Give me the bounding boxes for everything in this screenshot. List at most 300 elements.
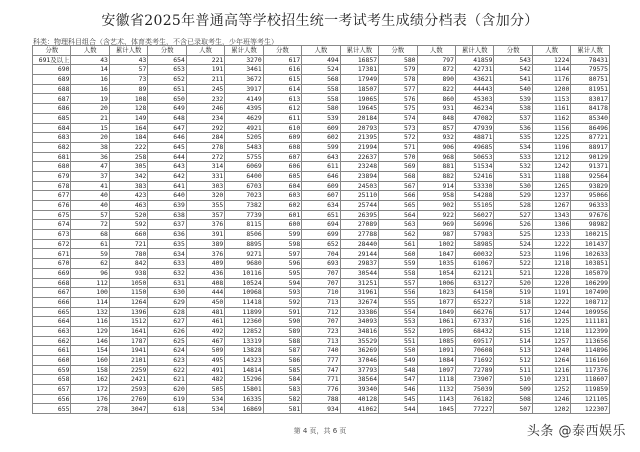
table-row	[33, 152, 610, 162]
table-cell: 555	[379, 297, 417, 307]
table-cell: 640	[148, 191, 186, 201]
table-cell: 47082	[455, 113, 493, 123]
table-cell: 1035	[417, 259, 455, 269]
table-cell: 533	[494, 152, 532, 162]
table-cell: 444	[186, 288, 224, 298]
table-cell: 563	[379, 220, 417, 230]
table-cell: 556	[379, 288, 417, 298]
table-cell: 643	[302, 152, 340, 162]
table-cell: 27089	[340, 220, 378, 230]
table-cell: 629	[148, 297, 186, 307]
table-cell: 562	[379, 230, 417, 240]
table-row	[33, 230, 610, 240]
table-cell: 103851	[571, 259, 610, 269]
table-cell: 54288	[455, 191, 493, 201]
table-cell: 585	[263, 365, 301, 375]
table-cell: 688	[33, 84, 71, 94]
table-cell: 529	[494, 191, 532, 201]
table-row	[33, 171, 610, 181]
table-cell: 27788	[340, 230, 378, 240]
table-cell: 16857	[340, 55, 378, 65]
table-cell: 48871	[455, 133, 493, 143]
table-cell: 101437	[571, 239, 610, 249]
table-cell: 525	[494, 230, 532, 240]
table-cell: 568	[302, 75, 340, 85]
table-cell: 567	[379, 181, 417, 191]
table-cell: 1191	[532, 288, 570, 298]
table-cell: 1224	[532, 55, 570, 65]
column-header: 累计人数	[571, 46, 610, 56]
table-cell: 162	[71, 375, 109, 385]
table-cell: 882	[417, 171, 455, 181]
table-row	[33, 55, 610, 65]
table-cell: 1216	[532, 365, 570, 375]
table-cell: 620	[148, 385, 186, 395]
table-cell: 1196	[532, 142, 570, 152]
table-cell: 96333	[571, 201, 610, 211]
table-cell: 582	[263, 394, 301, 404]
table-cell: 40	[71, 191, 109, 201]
table-cell: 580	[379, 55, 417, 65]
table-cell: 626	[148, 326, 186, 336]
table-cell: 663	[33, 326, 71, 336]
table-cell: 88917	[571, 142, 610, 152]
table-cell: 355	[186, 201, 224, 211]
table-row	[33, 404, 610, 414]
table-cell: 694	[302, 220, 340, 230]
table-cell: 2259	[109, 365, 147, 375]
table-cell: 551	[379, 336, 417, 346]
table-cell: 357	[186, 210, 224, 220]
table-cell: 58985	[455, 239, 493, 249]
table-cell: 547	[379, 375, 417, 385]
table-cell: 70608	[455, 346, 493, 356]
table-cell: 11418	[225, 297, 263, 307]
table-cell: 536	[494, 123, 532, 133]
table-cell: 5483	[225, 142, 263, 152]
table-cell: 631	[148, 278, 186, 288]
table-cell: 544	[379, 404, 417, 414]
table-cell: 860	[417, 94, 455, 104]
table-cell: 100215	[571, 230, 610, 240]
table-cell: 653	[148, 65, 186, 75]
table-cell: 376	[186, 220, 224, 230]
table-cell: 546	[379, 385, 417, 395]
table-cell: 1512	[109, 317, 147, 327]
table-cell: 771	[302, 375, 340, 385]
table-cell: 662	[33, 336, 71, 346]
table-cell: 598	[263, 239, 301, 249]
table-row	[33, 259, 610, 269]
table-cell: 1049	[417, 307, 455, 317]
table-cell: 624	[148, 346, 186, 356]
table-row	[33, 94, 610, 104]
table-cell: 636	[148, 230, 186, 240]
table-cell: 37	[71, 171, 109, 181]
table-cell: 13319	[225, 336, 263, 346]
table-cell: 43	[71, 55, 109, 65]
table-cell: 1228	[532, 268, 570, 278]
table-cell: 2101	[109, 356, 147, 366]
column-header: 分数	[148, 46, 186, 56]
table-cell: 1246	[532, 394, 570, 404]
table-cell: 666	[33, 297, 71, 307]
table-cell: 2421	[109, 375, 147, 385]
table-cell: 646	[302, 171, 340, 181]
table-cell: 81951	[571, 84, 610, 94]
table-cell: 539	[494, 94, 532, 104]
table-cell: 342	[109, 171, 147, 181]
table-cell: 492	[186, 326, 224, 336]
table-cell: 9680	[225, 259, 263, 269]
table-cell: 15801	[225, 385, 263, 395]
table-cell: 73907	[455, 375, 493, 385]
table-cell: 534	[186, 394, 224, 404]
table-cell: 154	[71, 346, 109, 356]
table-cell: 245	[186, 84, 224, 94]
table-row	[33, 181, 610, 191]
table-cell: 57	[71, 210, 109, 220]
table-cell: 79575	[571, 65, 610, 75]
table-cell: 683	[33, 133, 71, 143]
table-cell: 621	[148, 375, 186, 385]
table-row	[33, 191, 610, 201]
table-cell: 906	[417, 142, 455, 152]
table-cell: 612	[263, 104, 301, 114]
column-header: 分数	[33, 46, 71, 56]
table-cell: 661	[33, 346, 71, 356]
table-cell: 619	[148, 394, 186, 404]
table-cell: 72789	[455, 365, 493, 375]
table-cell: 622	[148, 365, 186, 375]
table-cell: 507	[494, 404, 532, 414]
score-distribution-table	[32, 45, 610, 414]
table-cell: 25110	[340, 191, 378, 201]
table-cell: 16	[71, 75, 109, 85]
table-cell: 679	[33, 171, 71, 181]
table-cell: 23248	[340, 162, 378, 172]
table-cell: 96	[71, 268, 109, 278]
table-cell: 580	[302, 104, 340, 114]
table-cell: 1006	[417, 278, 455, 288]
table-cell: 24503	[340, 181, 378, 191]
table-cell: 938	[109, 268, 147, 278]
table-cell: 51534	[455, 162, 493, 172]
table-cell: 272	[186, 152, 224, 162]
table-cell: 1218	[532, 326, 570, 336]
table-cell: 589	[263, 326, 301, 336]
table-cell: 1150	[109, 288, 147, 298]
table-cell: 47	[71, 162, 109, 172]
table-cell: 20	[71, 104, 109, 114]
table-cell: 588	[263, 336, 301, 346]
table-cell: 656	[33, 394, 71, 404]
table-cell: 609	[263, 133, 301, 143]
table-cell: 83017	[571, 94, 610, 104]
table-cell: 538	[494, 104, 532, 114]
table-cell: 98982	[571, 220, 610, 230]
table-cell: 564	[379, 210, 417, 220]
table-cell: 618	[148, 404, 186, 414]
table-cell: 607	[263, 152, 301, 162]
table-cell: 461	[186, 317, 224, 327]
table-cell: 600	[263, 220, 301, 230]
table-cell: 634	[148, 249, 186, 259]
table-cell: 423	[109, 191, 147, 201]
table-cell: 85340	[571, 113, 610, 123]
table-cell: 660	[109, 230, 147, 240]
table-cell: 1225	[532, 133, 570, 143]
table-cell: 4629	[225, 113, 263, 123]
table-cell: 577	[379, 84, 417, 94]
table-cell: 534	[494, 142, 532, 152]
table-cell: 931	[417, 104, 455, 114]
page-footer: 第 4 页，共 6 页	[293, 427, 347, 435]
table-cell: 603	[263, 191, 301, 201]
table-cell: 654	[148, 55, 186, 65]
table-cell: 590	[263, 317, 301, 327]
table-cell: 550	[379, 346, 417, 356]
table-cell: 19	[71, 94, 109, 104]
table-cell: 376	[186, 249, 224, 259]
table-cell: 573	[379, 123, 417, 133]
table-cell: 1641	[109, 326, 147, 336]
table-cell: 524	[494, 239, 532, 249]
table-cell: 463	[109, 201, 147, 211]
table-cell: 1156	[532, 123, 570, 133]
table-cell: 84178	[571, 104, 610, 114]
table-cell: 644	[148, 152, 186, 162]
table-cell: 526	[494, 220, 532, 230]
table-cell: 116	[71, 317, 109, 327]
table-cell: 676	[33, 201, 71, 211]
table-cell: 592	[109, 220, 147, 230]
table-cell: 639	[148, 201, 186, 211]
table-cell: 92564	[571, 171, 610, 181]
table-cell: 45303	[455, 94, 493, 104]
table-cell: 1265	[532, 181, 570, 191]
table-cell: 655	[33, 404, 71, 414]
table-row	[33, 239, 610, 249]
table-cell: 383	[109, 181, 147, 191]
table-row	[33, 142, 610, 152]
table-cell: 667	[33, 288, 71, 298]
table-cell: 509	[186, 346, 224, 356]
table-cell: 558	[302, 94, 340, 104]
table-cell: 122307	[571, 404, 610, 414]
table-cell: 566	[379, 191, 417, 201]
table-cell: 558	[302, 84, 340, 94]
table-cell: 1143	[417, 394, 455, 404]
table-row	[33, 365, 610, 375]
table-cell: 657	[33, 385, 71, 395]
table-cell: 723	[302, 326, 340, 336]
table-cell: 1233	[532, 230, 570, 240]
table-cell: 33386	[340, 307, 378, 317]
table-cell: 129	[71, 326, 109, 336]
table-row	[33, 385, 610, 395]
table-cell: 604	[263, 181, 301, 191]
table-cell: 649	[148, 104, 186, 114]
table-cell: 108	[109, 94, 147, 104]
table-cell: 467	[186, 336, 224, 346]
table-cell: 682	[33, 142, 71, 152]
table-cell: 97676	[571, 210, 610, 220]
table-cell: 91371	[571, 162, 610, 172]
table-cell: 35529	[340, 336, 378, 346]
table-cell: 52416	[455, 171, 493, 181]
table-cell: 57	[109, 65, 147, 75]
table-cell: 31961	[340, 288, 378, 298]
table-cell: 90129	[571, 152, 610, 162]
table-cell: 914	[417, 181, 455, 191]
table-cell: 43	[109, 55, 147, 65]
table-cell: 518	[494, 297, 532, 307]
table-cell: 1220	[532, 278, 570, 288]
table-cell: 1188	[532, 171, 570, 181]
column-header: 累计人数	[109, 46, 147, 56]
table-cell: 968	[417, 152, 455, 162]
table-cell: 93829	[571, 181, 610, 191]
table-cell: 1222	[532, 297, 570, 307]
table-cell: 690	[33, 65, 71, 75]
table-cell: 77227	[455, 404, 493, 414]
table-cell: 535	[494, 133, 532, 143]
table-cell: 314	[186, 162, 224, 172]
table-cell: 68432	[455, 326, 493, 336]
table-cell: 39340	[340, 385, 378, 395]
table-cell: 221	[186, 55, 224, 65]
table-cell: 681	[33, 152, 71, 162]
table-cell: 7739	[225, 210, 263, 220]
table-row	[33, 220, 610, 230]
table-cell: 637	[148, 220, 186, 230]
table-cell: 521	[494, 268, 532, 278]
column-header: 人数	[417, 46, 455, 56]
table-cell: 11899	[225, 307, 263, 317]
table-cell: 29837	[340, 259, 378, 269]
table-cell: 1045	[417, 404, 455, 414]
table-cell: 76182	[455, 394, 493, 404]
table-cell: 4395	[225, 104, 263, 114]
table-cell: 747	[302, 365, 340, 375]
table-cell: 109956	[571, 307, 610, 317]
table-cell: 513	[494, 346, 532, 356]
table-cell: 641	[148, 181, 186, 191]
table-cell: 615	[263, 75, 301, 85]
table-cell: 707	[302, 278, 340, 288]
table-cell: 65227	[455, 297, 493, 307]
table-cell: 30544	[340, 268, 378, 278]
table-cell: 902	[417, 201, 455, 211]
table-cell: 530	[494, 181, 532, 191]
table-cell: 482	[186, 375, 224, 385]
table-cell: 2593	[109, 385, 147, 395]
table-cell: 777	[302, 356, 340, 366]
table-cell: 40128	[340, 394, 378, 404]
table-cell: 597	[263, 249, 301, 259]
table-cell: 29144	[340, 249, 378, 259]
table-cell: 680	[33, 162, 71, 172]
table-cell: 69517	[455, 336, 493, 346]
table-cell: 613	[263, 94, 301, 104]
table-cell: 107490	[571, 288, 610, 298]
table-cell: 568	[379, 171, 417, 181]
table-cell: 4149	[225, 94, 263, 104]
table-cell: 86496	[571, 123, 610, 133]
table-cell: 494	[302, 55, 340, 65]
table-cell: 581	[263, 404, 301, 414]
table-cell: 1162	[532, 113, 570, 123]
table-cell: 601	[263, 210, 301, 220]
table-cell: 303	[186, 181, 224, 191]
table-cell: 673	[33, 230, 71, 240]
table-cell: 713	[302, 297, 340, 307]
table-cell: 68	[71, 230, 109, 240]
table-cell: 8115	[225, 220, 263, 230]
table-cell: 20793	[340, 123, 378, 133]
table-cell: 522	[494, 259, 532, 269]
table-cell: 685	[33, 113, 71, 123]
table-cell: 569	[379, 162, 417, 172]
table-cell: 16869	[225, 404, 263, 414]
table-cell: 1252	[532, 385, 570, 395]
table-cell: 102633	[571, 249, 610, 259]
table-cell: 633	[148, 259, 186, 269]
table-cell: 87721	[571, 133, 610, 143]
table-cell: 797	[417, 55, 455, 65]
table-row	[33, 394, 610, 404]
table-cell: 292	[186, 123, 224, 133]
table-cell: 391	[186, 230, 224, 240]
table-cell: 561	[379, 239, 417, 249]
table-cell: 574	[379, 113, 417, 123]
table-cell: 3461	[225, 65, 263, 75]
table-cell: 872	[417, 65, 455, 75]
table-cell: 511	[494, 365, 532, 375]
table-cell: 608	[263, 142, 301, 152]
table-cell: 17381	[340, 65, 378, 75]
table-cell: 71692	[455, 356, 493, 366]
table-row	[33, 65, 610, 75]
table-cell: 320	[186, 191, 224, 201]
column-header: 人数	[532, 46, 570, 56]
table-cell: 13828	[225, 346, 263, 356]
table-cell: 7023	[225, 191, 263, 201]
table-cell: 549	[379, 356, 417, 366]
table-cell: 146	[71, 336, 109, 346]
table-cell: 515	[494, 326, 532, 336]
table-cell: 822	[417, 84, 455, 94]
table-cell: 611	[302, 162, 340, 172]
table-cell: 710	[302, 288, 340, 298]
table-cell: 63127	[455, 278, 493, 288]
table-cell: 1267	[532, 201, 570, 211]
table-row	[33, 288, 610, 298]
table-cell: 10116	[225, 268, 263, 278]
table-cell: 558	[379, 268, 417, 278]
table-cell: 713	[302, 336, 340, 346]
table-cell: 246	[186, 104, 224, 114]
table-cell: 1222	[532, 239, 570, 249]
table-cell: 505	[186, 385, 224, 395]
table-cell: 699	[302, 230, 340, 240]
table-cell: 1161	[532, 104, 570, 114]
table-cell: 651	[148, 84, 186, 94]
table-cell: 890	[417, 75, 455, 85]
table-cell: 116160	[571, 356, 610, 366]
table-cell: 5205	[225, 133, 263, 143]
